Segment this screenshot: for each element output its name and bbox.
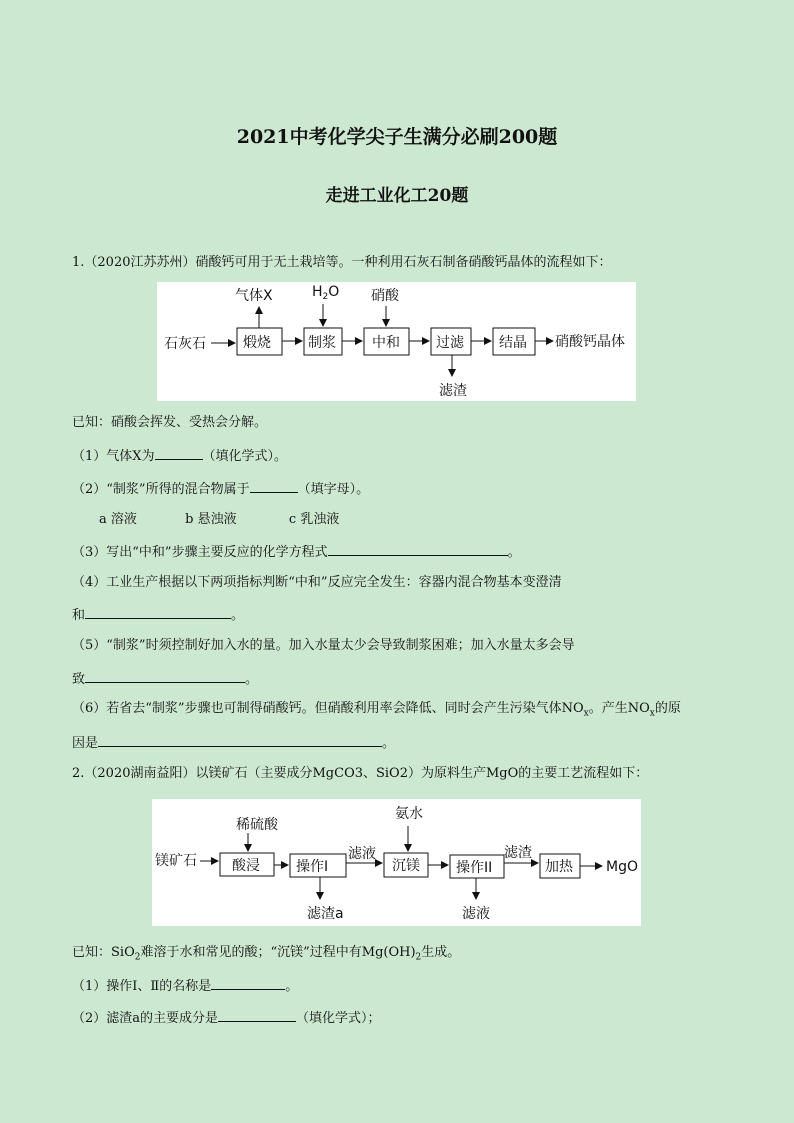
q2-known-b: 难溶于水和常见的酸；“沉镁”过程中有Mg(OH)	[140, 945, 416, 960]
q1-residue: 滤渣	[439, 383, 467, 399]
q1-part4-answer-blank[interactable]	[85, 605, 231, 619]
q1-step-5: 结晶	[499, 335, 527, 351]
q2-part2	[72, 1008, 381, 1028]
q2-acid-in: 稀硫酸	[236, 817, 278, 833]
q2-part2-text: （2）滤渣a的主要成分是	[72, 1011, 219, 1026]
q1-part6-suffix: 。	[382, 736, 396, 751]
q2-part1-text: （1）操作Ⅰ、Ⅱ的名称是	[72, 979, 212, 994]
q1-part1-answer-blank[interactable]	[155, 446, 203, 460]
q1-acid-label: 硝酸	[371, 288, 399, 304]
q2-known-a: 已知：SiO	[72, 945, 135, 960]
q1-part6-text: （6）若省去“制浆”步骤也可制得硝酸钙。但硝酸利用率会降低、同时会产生污染气体NO	[72, 701, 584, 716]
q1-part2-text: （2）“制浆”所得的混合物属于	[72, 482, 250, 497]
q1-step-2: 制浆	[308, 335, 336, 351]
q1-step-1: 煅烧	[243, 335, 271, 351]
q1-part3-answer-blank[interactable]	[328, 542, 508, 556]
q2-filtrate1: 滤液	[348, 846, 376, 862]
q1-part1-text: （1）气体X为	[72, 449, 155, 464]
q1-known: 已知：硝酸会挥发、受热会分解。	[72, 415, 268, 430]
q2-part2-suffix: （填化学式）；	[296, 1011, 381, 1026]
q2-known	[72, 944, 460, 967]
q1-product: 硝酸钙晶体	[555, 334, 625, 350]
q1-water-label: $H_2O$	[312, 284, 340, 302]
q1-part6-text2: 。产生NO	[588, 701, 650, 716]
q1-part5: （5）“制浆”时须控制好加入水的量。加入水量太少会导致制浆困难；加入水量太多会导	[72, 638, 575, 653]
q1-part4: （4）工业生产根据以下两项指标判断“中和”反应完全发生：容器内混合物基本变澄清	[72, 575, 562, 590]
q2-part1	[72, 976, 298, 996]
q1-part5-zhi: 致	[72, 672, 86, 687]
q1-part6-cont	[72, 733, 395, 753]
q1-part4-suffix: 。	[231, 608, 245, 623]
q2-acid-box: 酸浸	[232, 858, 260, 874]
q2-filtrate2: 滤液	[462, 906, 490, 922]
q1-part3	[72, 542, 521, 562]
q1-part1	[72, 446, 287, 466]
q1-part5-suffix: 。	[245, 672, 259, 687]
q1-part3-text: （3）写出“中和”步骤主要反应的化学方程式	[72, 545, 328, 560]
q1-flow-diagram	[157, 282, 636, 401]
q2-op1: 操作I	[296, 859, 329, 875]
page-title: 2021中考化学尖子生满分必刷200题	[236, 126, 558, 148]
q1-start-label: 石灰石	[164, 336, 206, 352]
q2-part1-answer-blank[interactable]	[211, 976, 285, 990]
q1-part4-cont	[72, 605, 244, 625]
q2-product: MgO	[606, 859, 638, 875]
q1-part6-yin: 因是	[72, 736, 99, 751]
q1-part5-answer-blank[interactable]	[85, 669, 245, 683]
q1-step-3: 中和	[372, 335, 400, 351]
q1-stem: 1.（2020江苏苏州）硝酸钙可用于无土栽培等。一种利用石灰石制备硝酸钙晶体的流程如下：	[72, 255, 612, 270]
q2-precip-box: 沉镁	[392, 858, 420, 874]
q1-part6-sub2: x	[649, 708, 655, 719]
q2-residue-a: 滤渣a	[307, 906, 344, 922]
q2-known-sub2: 2	[415, 952, 422, 963]
q2-start-label: 镁矿石	[155, 853, 197, 869]
q1-part1-suffix: （填化学式）。	[202, 449, 288, 464]
q2-op2: 操作II	[456, 860, 493, 876]
q1-part2-answer-blank[interactable]	[250, 479, 298, 493]
q2-known-sub: 2	[134, 952, 141, 963]
q1-option-a: a 溶液	[99, 512, 137, 527]
q1-part6-text3: 的原	[654, 701, 681, 716]
q1-part2-suffix: （填字母）。	[297, 482, 370, 497]
q1-part6-sub1: x	[583, 708, 589, 719]
q1-part5-cont	[72, 669, 258, 689]
q2-heat-box: 加热	[545, 859, 573, 875]
q1-option-c: c 乳浊液	[288, 512, 340, 527]
q1-options	[99, 511, 339, 529]
q2-flow-diagram	[152, 799, 641, 926]
q1-part4-and: 和	[72, 608, 86, 623]
q1-gas-x: 气体X	[235, 288, 273, 304]
q2-part2-answer-blank[interactable]	[218, 1008, 296, 1022]
q1-option-b: b 悬浊液	[185, 512, 237, 527]
page-subtitle: 走进工业化工20题	[325, 186, 469, 206]
q1-step-4: 过滤	[436, 335, 464, 351]
q2-residue2: 滤渣	[504, 845, 532, 861]
q1-part3-suffix: 。	[507, 545, 521, 560]
q2-part1-suffix: 。	[285, 979, 299, 994]
q1-part6	[72, 700, 681, 723]
q2-ammonia-in: 氨水	[395, 806, 423, 822]
q1-part2	[72, 479, 369, 499]
q2-known-c: 生成。	[421, 945, 461, 960]
q2-stem: 2.（2020湖南益阳）以镁矿石（主要成分MgCO3、SiO2）为原料生产MgO的主要工艺流程如下：	[72, 766, 649, 781]
q1-part6-answer-blank[interactable]	[98, 733, 382, 747]
